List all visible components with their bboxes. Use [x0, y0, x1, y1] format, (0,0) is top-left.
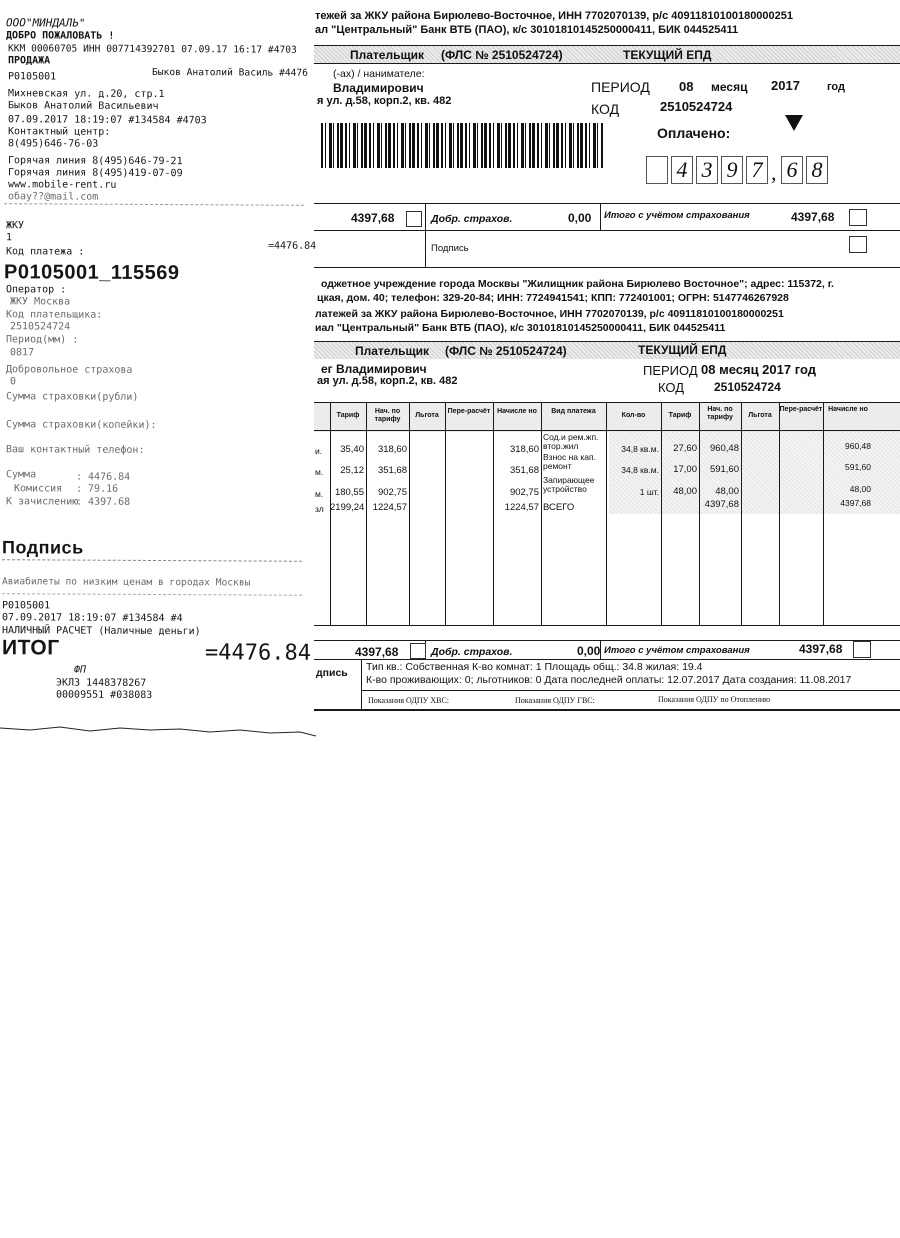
code-label-2: КОД: [658, 380, 685, 395]
receipt-payment-code: Р0105001_115569: [4, 261, 180, 285]
payer-label: Плательщик: [350, 48, 424, 62]
period-label-2: ПЕРИОД: [643, 363, 698, 378]
org-line2: цкая, дом. 40; телефон: 329-20-84; ИНН: 7724941541; КПП: 772401001; ОГРН: 5147746267928: [317, 292, 789, 304]
col-header: Начисле но: [497, 408, 537, 415]
row-kind: Запирающее устройство: [543, 475, 595, 494]
row-nach: 318,60: [377, 444, 407, 455]
utility-bill: [313, 0, 900, 725]
row-nach-r: 591,60: [709, 464, 739, 475]
barcode: [321, 123, 603, 168]
receipt-to-credit-label: К зачислению: [6, 496, 79, 508]
receipt-operator: ЖКУ Москва: [10, 296, 71, 308]
payer-label-2: Плательщик: [355, 344, 429, 358]
receipt-ins-sum-label: Сумма страховки(рубли): [6, 391, 139, 403]
paid-decimal: ,: [771, 160, 777, 185]
row-qty: 34,8 кв.м.: [621, 465, 659, 475]
signature-label-2: дпись: [316, 667, 348, 679]
receipt-eklz: ЭКЛЗ 1448378267: [56, 677, 147, 689]
row-mark: зл: [315, 504, 324, 514]
code-value-2: 2510524724: [714, 380, 781, 394]
receipt-point-code: Р0105001: [8, 71, 57, 83]
paid-digit-box[interactable]: 3: [696, 156, 718, 184]
row-total-r: 4397,68: [840, 498, 871, 508]
receipt-insurance: 0: [10, 376, 17, 388]
row-mark: м.: [315, 467, 324, 477]
row-qty: 34,8 кв.м.: [621, 444, 659, 454]
paid-digit-box[interactable]: 9: [721, 156, 743, 184]
col-header: Льгота: [415, 412, 439, 419]
col-header: Льгота: [748, 412, 772, 419]
receipt-cashier-full: Быков Анатолий Васильевич: [8, 100, 159, 113]
insurance-value-2: 0,00: [577, 644, 601, 658]
epd-label: ТЕКУЩИЙ ЕПД: [623, 48, 712, 62]
receipt-address: Михневская ул. д.20, стр.1: [8, 88, 165, 101]
receipt-payer-code-label: Код плательщика:: [6, 309, 103, 321]
period-text-2: 08 месяц 2017 год: [701, 362, 816, 377]
row-nach: 1224,57: [372, 502, 407, 513]
receipt-insurance-label: Добровольное страхова: [6, 364, 133, 376]
period-year: 2017: [771, 78, 800, 93]
total-insurance-label-2: Итого с учётом страхования: [604, 645, 750, 656]
payer-name-2: ег Владимирович: [321, 362, 427, 376]
receipt-datetime-2: 07.09.2017 18:19:07 #134584 #4: [2, 612, 183, 625]
insurance-label-2: Добр. страхов.: [431, 646, 513, 658]
row-kind: Сод.и рем.жп. втор.жил: [543, 432, 599, 451]
row-nach-r: 4397,68: [704, 499, 739, 510]
receipt-qty: 1: [6, 232, 13, 244]
receipt-phone-label: Ваш контактный телефон:: [6, 444, 145, 456]
col-header: Тариф: [668, 412, 692, 419]
receipt-commission-label: Комиссия: [14, 483, 63, 495]
row-total-r: 591,60: [845, 462, 871, 472]
row-total: 318,60: [509, 444, 539, 455]
paid-digit-box[interactable]: 8: [806, 156, 828, 184]
epd-label-2: ТЕКУЩИЙ ЕПД: [638, 343, 727, 357]
payment-receipt: [0, 0, 317, 725]
receipt-total: =4476.84: [205, 640, 311, 666]
col-header: Нач. по тарифу: [374, 408, 401, 423]
bill2-header-line1: латежей за ЖКУ района Бирюлево-Восточное, ИНН 7702070139, р/с 40911810100180000251: [315, 308, 784, 320]
row-tariff-r: 27,60: [673, 443, 697, 454]
total-checkbox[interactable]: [849, 209, 867, 226]
sum-value: 4397,68: [351, 211, 395, 225]
bill-header-line2: ал "Центральный" Банк ВТБ (ПАО), к/с 30101810145250000411, БИК 044525411: [315, 24, 739, 36]
org-line1: оджетное учреждение города Москвы "Жилищник района Бирюлево Восточное"; адрес: 115372, г.: [321, 278, 834, 290]
year-word: год: [827, 81, 845, 93]
month-word: месяц: [711, 80, 748, 94]
row-total-r: 960,48: [845, 441, 871, 451]
receipt-hotline-2: Горячая линия 8(495)419-07-09: [8, 167, 183, 180]
row-total-r: 48,00: [849, 484, 871, 494]
sum-checkbox[interactable]: [406, 211, 422, 227]
receipt-hotline-1: Горячая линия 8(495)646-79-21: [8, 155, 183, 168]
col-header: Начисле но: [828, 406, 868, 413]
arrow-down-icon: [785, 115, 803, 131]
row-qty: 1 шт.: [639, 487, 659, 497]
row-mark: м.: [315, 489, 324, 499]
code-label: КОД: [591, 101, 620, 117]
row-tariff-r: 17,00: [673, 464, 697, 475]
receipt-sum: : 4476.84: [76, 471, 131, 483]
col-header: Пере-расчёт: [779, 406, 823, 413]
row-nach-r: 48,00: [715, 486, 739, 497]
col-header: Вид платежа: [551, 408, 596, 415]
col-header: Пере-расчёт: [447, 408, 491, 415]
insurance-label: Добр. страхов.: [431, 213, 513, 225]
receipt-site: www.mobile-rent.ru: [8, 179, 117, 191]
receipt-ad: Авиабилеты по низким ценам в городах Москвы: [2, 576, 251, 589]
payer-address: я ул. д.58, корп.2, кв. 482: [317, 95, 452, 107]
receipt-operator-label: Оператор :: [6, 284, 67, 296]
meter-gvs: Показания ОДПУ ГВС:: [515, 696, 595, 705]
receipt-payment-code-label: Код платежа :: [6, 246, 85, 258]
col-header: Нач. по тарифу: [707, 406, 733, 421]
apartment-info-1: Тип кв.: Собственная К-во комнат: 1 Площадь общ.: 34.8 жилая: 19.4: [366, 661, 703, 673]
receipt-datetime: 07.09.2017 18:19:07 #134584 #4703: [8, 114, 207, 127]
receipt-period: 0817: [10, 347, 35, 359]
receipt-cashier: Быков Анатолий Василь #4476: [152, 66, 308, 79]
paid-label: Оплачено:: [657, 125, 731, 141]
row-mark: и.: [315, 446, 323, 456]
paid-digit-box[interactable]: 7: [746, 156, 768, 184]
meter-heating: Показания ОДПУ по Отоплению: [658, 695, 771, 704]
receipt-point-code-2: Р0105001: [2, 600, 51, 612]
receipt-docnum: 00009551 #038083: [56, 689, 153, 701]
receipt-service: ЖКУ: [6, 220, 25, 232]
bill-header-line1: тежей за ЖКУ района Бирюлево-Восточное, ИНН 7702070139, р/с 40911810100180000251: [315, 10, 794, 22]
period-label: ПЕРИОД: [591, 79, 650, 95]
row-kind: ВСЕГО: [543, 502, 575, 513]
receipt-company: ООО"МИНДАЛЬ": [6, 16, 86, 30]
total-insurance-value: 4397,68: [791, 210, 835, 224]
receipt-total-label: ИТОГ: [2, 636, 60, 660]
tenant-label: (-ах) / нанимателе:: [333, 68, 425, 80]
receipt-email: обау??@mail.com: [8, 191, 99, 203]
row-tariff: 2199,24: [330, 502, 365, 513]
row-tariff: 25,12: [340, 465, 364, 476]
total-checkbox-2[interactable]: [853, 641, 871, 658]
sum-checkbox-2[interactable]: [410, 643, 426, 659]
total-insurance-label: Итого с учётом страхования: [604, 210, 750, 221]
receipt-payer-code: 2510524724: [10, 321, 71, 333]
row-total: 902,75: [509, 487, 539, 498]
signature-checkbox[interactable]: [849, 236, 867, 253]
row-tariff-r: 48,00: [673, 486, 697, 497]
row-nach-r: 960,48: [709, 443, 739, 454]
paid-digit-box[interactable]: 6: [781, 156, 803, 184]
receipt-tear-edge: [0, 724, 318, 738]
insurance-value: 0,00: [568, 211, 592, 225]
payer-name: Владимирович: [333, 81, 424, 95]
receipt-cash: НАЛИЧНЫЙ РАСЧЕТ (Наличные деньги): [2, 625, 201, 638]
signature-label: Подпись: [431, 243, 469, 254]
receipt-signature: Подпись: [2, 537, 84, 558]
period-month: 08: [679, 79, 694, 94]
row-total: 351,68: [509, 465, 539, 476]
code-value: 2510524724: [660, 99, 733, 114]
receipt-fp: ФП: [74, 664, 87, 676]
receipt-welcome: ДОБРО ПОЖАЛОВАТЬ !: [6, 30, 115, 42]
receipt-amount: =4476.84: [268, 240, 317, 252]
sum-value-2: 4397,68: [355, 645, 399, 659]
receipt-to-credit: : 4397.68: [76, 496, 131, 508]
receipt-sum-label: Сумма: [6, 469, 37, 481]
receipt-kkm: ККМ 00060705 ИНН 007714392701 07.09.17 16:17 #4703: [8, 43, 297, 56]
paid-digit-box[interactable]: [646, 156, 668, 184]
row-nach: 351,68: [377, 465, 407, 476]
col-header: Тариф: [336, 412, 360, 419]
paid-digit-box[interactable]: 4: [671, 156, 693, 184]
row-total: 1224,57: [504, 502, 539, 513]
fls-label-2: (ФЛС № 2510524724): [445, 344, 567, 358]
meter-hvs: Показания ОДПУ ХВС:: [368, 696, 449, 705]
row-tariff: 35,40: [340, 444, 364, 455]
receipt-ins-kop-label: Сумма страховки(копейки):: [6, 419, 157, 431]
fls-label: (ФЛС № 2510524724): [441, 48, 563, 62]
bill2-header-line2: иал "Центральный" Банк ВТБ (ПАО), к/с 30101810145250000411, БИК 044525411: [315, 322, 726, 334]
total-insurance-value-2: 4397,68: [799, 642, 843, 656]
row-nach: 902,75: [377, 487, 407, 498]
row-kind: Взнос на кап. ремонт: [543, 452, 596, 471]
receipt-commission: : 79.16: [76, 483, 119, 495]
apartment-info-2: К-во проживающих: 0; льготников: 0 Дата последней оплаты: 12.07.2017 Дата создания: 11.08.2017: [366, 674, 852, 686]
receipt-period-label: Период(мм) :: [6, 334, 79, 346]
receipt-contact-phone: 8(495)646-76-03: [8, 138, 99, 150]
row-tariff: 180,55: [334, 487, 364, 498]
col-header: Кол-во: [621, 412, 646, 419]
receipt-contact-label: Контактный центр:: [8, 126, 111, 138]
receipt-sale: ПРОДАЖА: [8, 55, 51, 67]
payer-address-2: ая ул. д.58, корп.2, кв. 482: [317, 375, 458, 387]
